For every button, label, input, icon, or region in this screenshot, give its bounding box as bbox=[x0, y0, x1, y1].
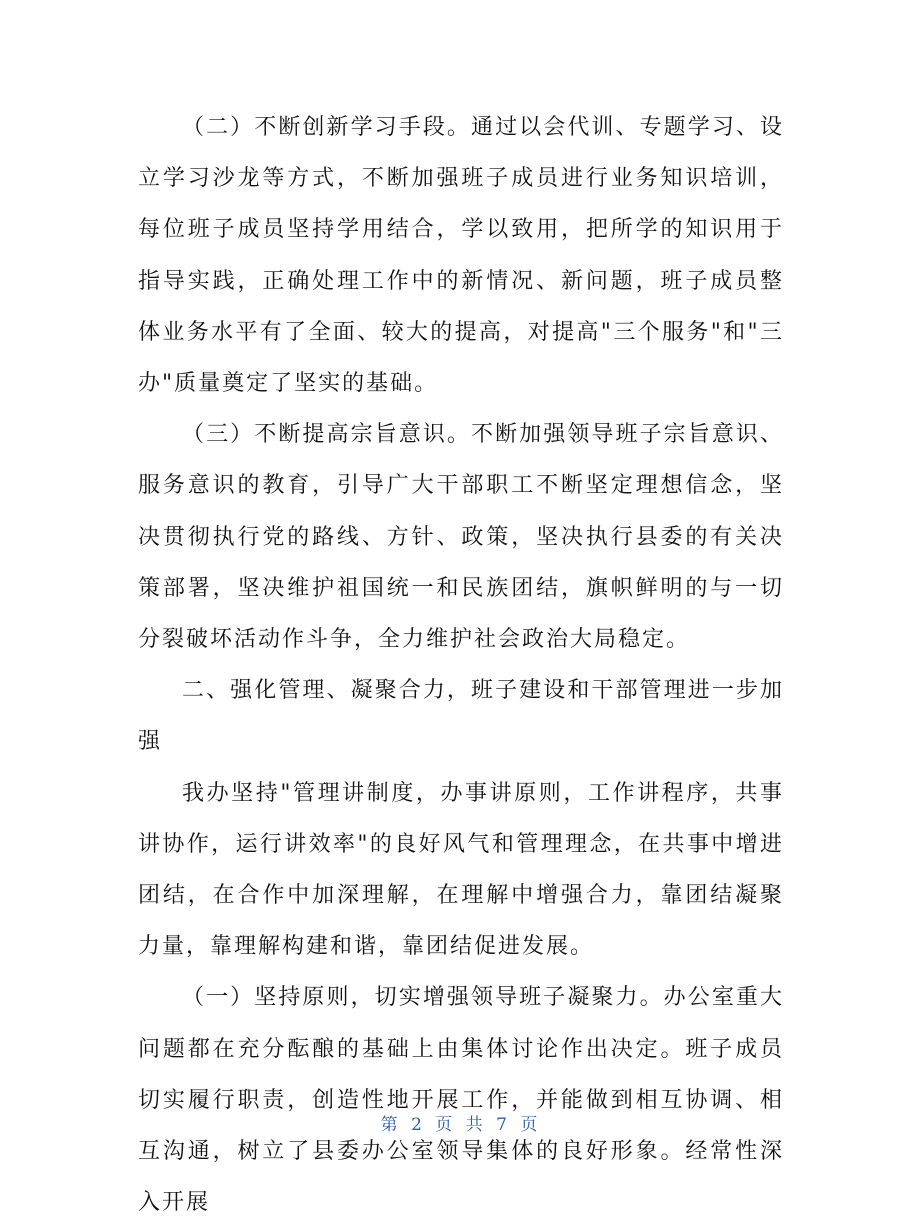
paragraph: （一）坚持原则，切实增强领导班子凝聚力。办公室重大问题都在充分酝酿的基础上由集体讨论作出决定。班子成员切实履行职责，创造性地开展工作，并能做到相互协调、相互沟通，树立了县委办公室领导集体的良好形象。经常性深入开展 bbox=[138, 985, 784, 1216]
paragraph: （二）不断创新学习手段。通过以会代训、专题学习、设立学习沙龙等方式，不断加强班子成员进行业务知识培训，每位班子成员坚持学用结合，学以致用，把所学的知识用于指导实践，正确处理工作中的新情况、新问题，班子成员整体业务水平有了全面、较大的提高，对提高"三个服务"和"三办"质量奠定了坚实的基础。 bbox=[138, 115, 784, 397]
page-number-footer: 第 2 页 共 7 页 bbox=[380, 1115, 540, 1135]
document-body bbox=[138, 102, 784, 1228]
paragraph: 我办坚持"管理讲制度，办事讲原则，工作讲程序，共事讲协作，运行讲效率"的良好风气和管理理念，在共事中增进团结，在合作中加深理解，在理解中增强合力，靠团结凝聚力量，靠理解构建和谐，靠团结促进发展。 bbox=[138, 780, 784, 960]
paragraph: （三）不断提高宗旨意识。不断加强领导班子宗旨意识、服务意识的教育，引导广大干部职工不断坚定理想信念，坚决贯彻执行党的路线、方针、政策，坚决执行县委的有关决策部署，坚决维护祖国统一和民族团结，旗帜鲜明的与一切分裂破坏活动作斗争，全力维护社会政治大局稳定。 bbox=[138, 422, 784, 653]
section-heading: 二、强化管理、凝聚合力，班子建设和干部管理进一步加强 bbox=[138, 678, 784, 755]
